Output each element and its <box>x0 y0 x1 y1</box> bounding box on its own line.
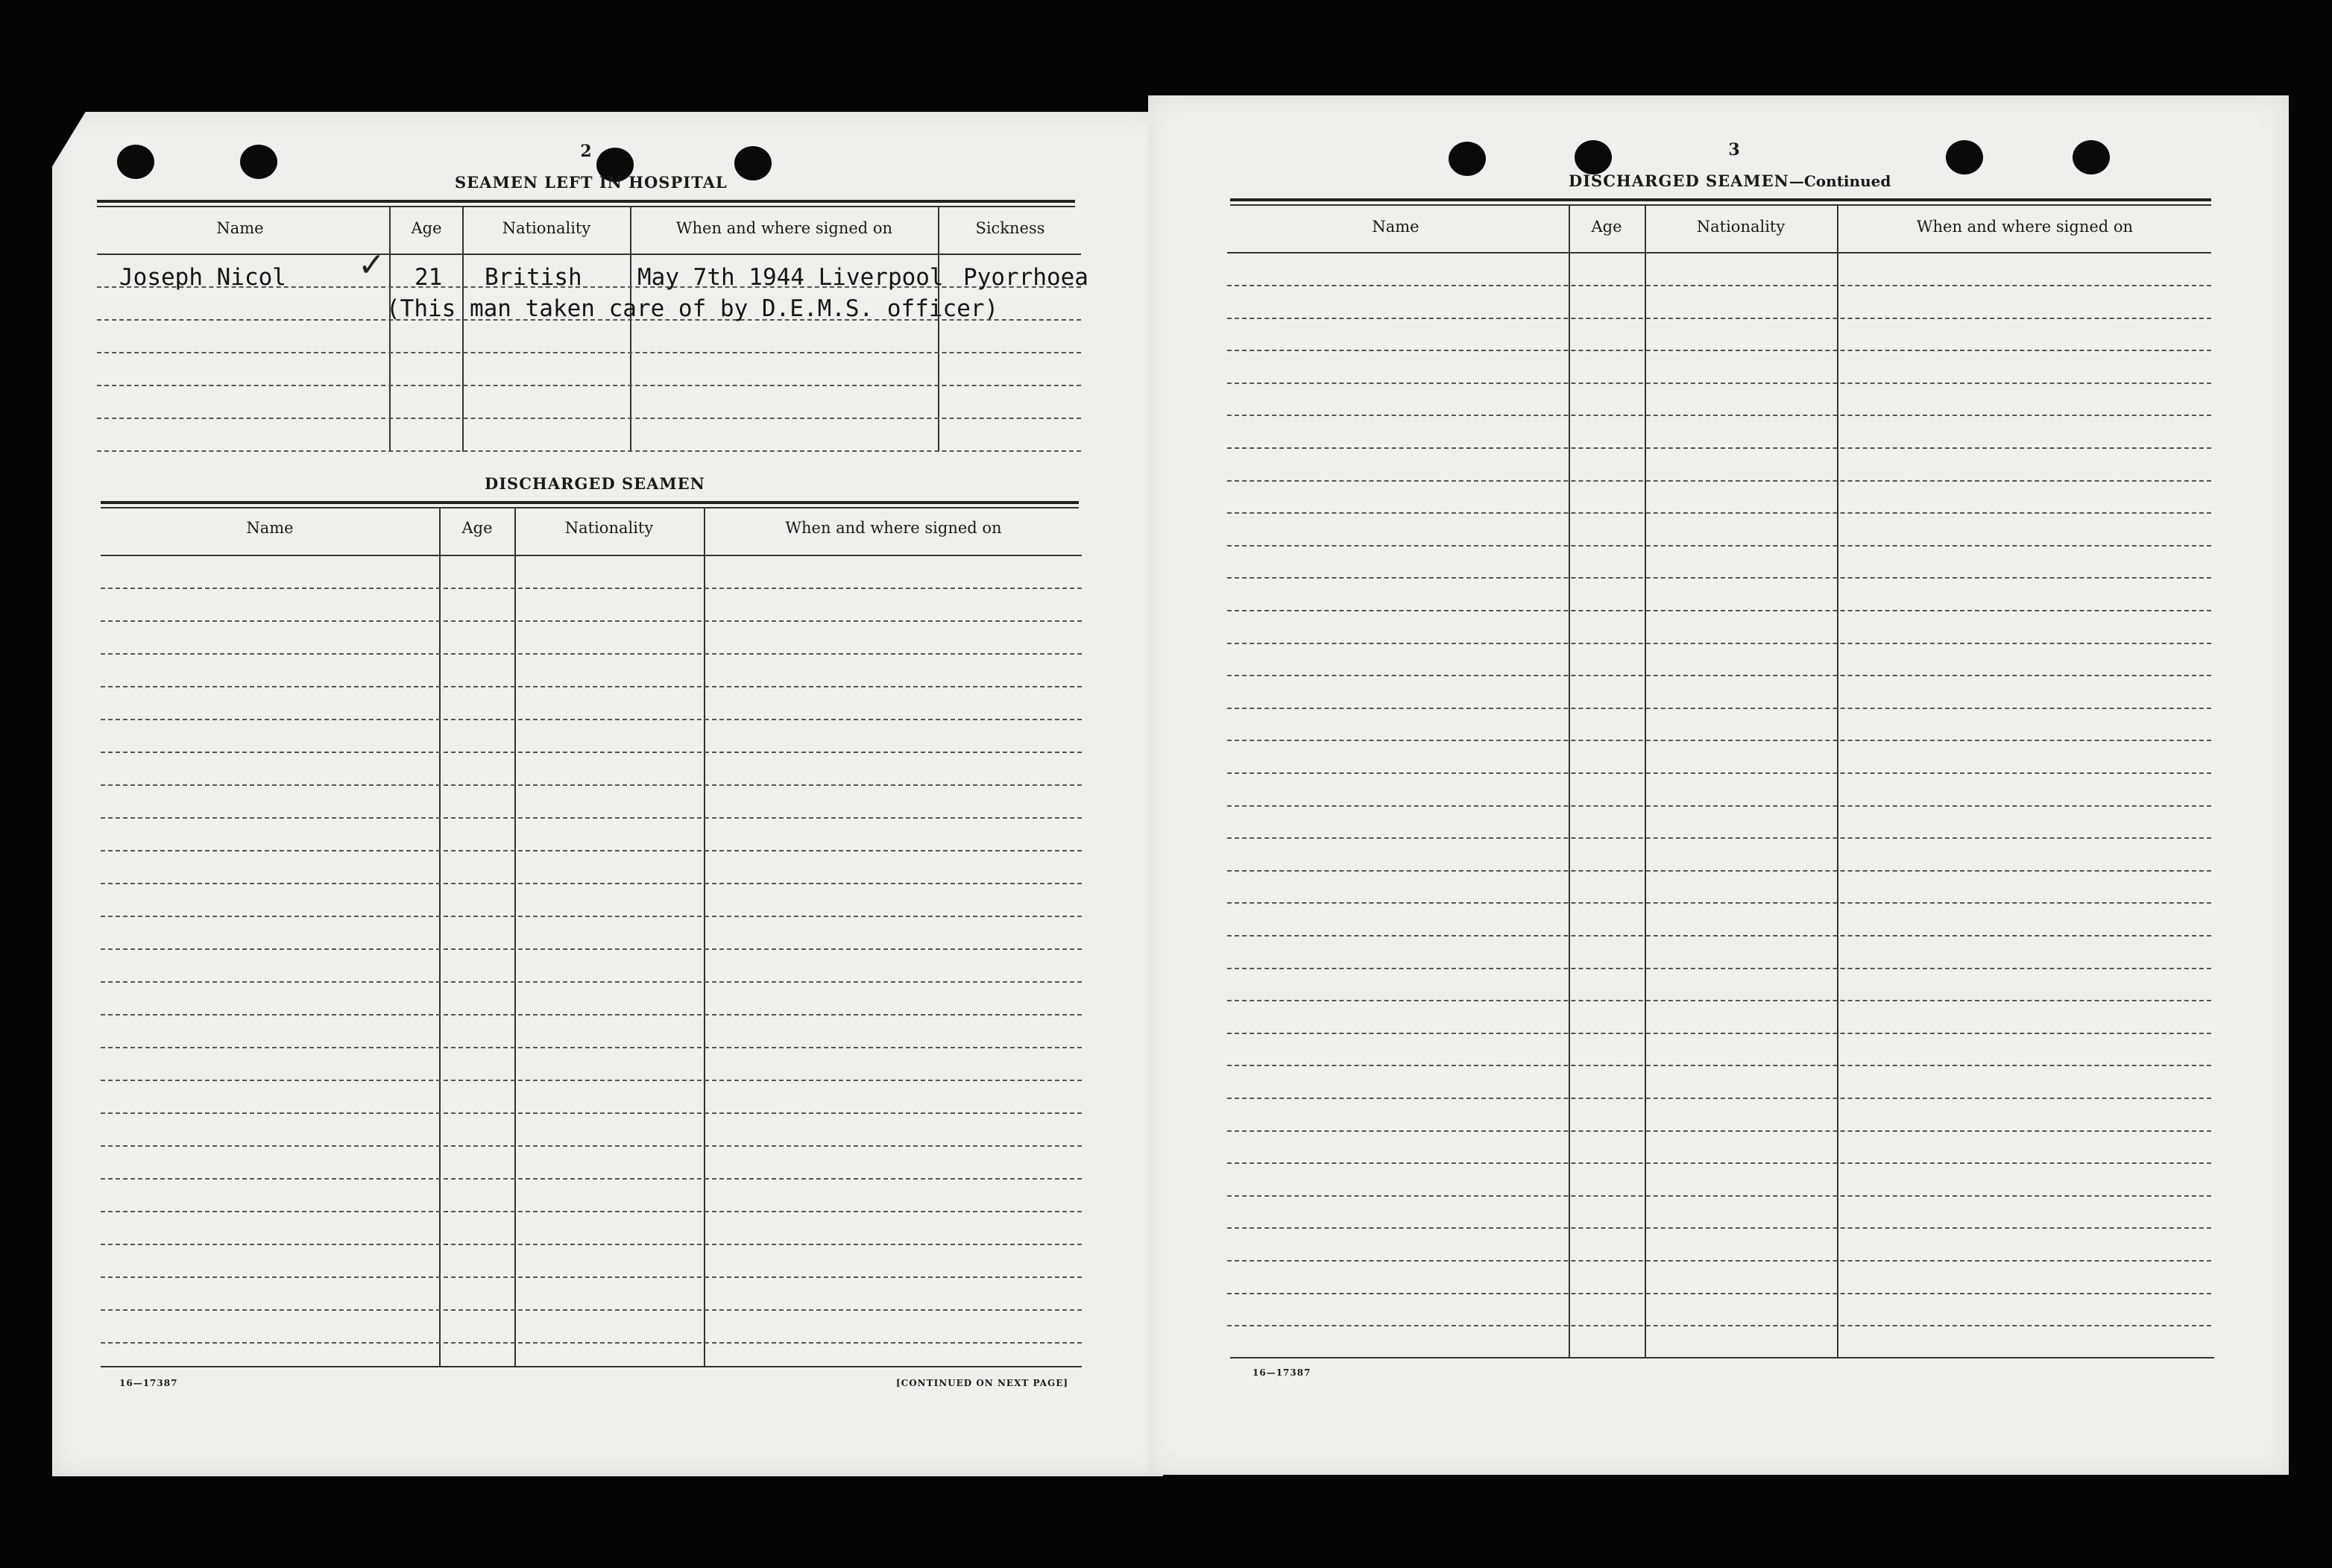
col-header-name: Name <box>246 519 294 537</box>
column-divider <box>1837 206 1838 1357</box>
rule <box>1227 252 2211 254</box>
column-divider <box>630 207 631 452</box>
row-rule <box>1227 1227 2211 1229</box>
page-number-left: 2 <box>580 142 592 161</box>
punch-hole <box>240 145 277 179</box>
row-rule <box>1227 675 2211 676</box>
row-rule <box>101 883 1082 884</box>
rule <box>101 507 1079 509</box>
col-header-nationality: Nationality <box>564 519 654 537</box>
punch-hole <box>1449 142 1486 176</box>
row-rule <box>1227 1162 2211 1164</box>
row-rule <box>1227 318 2211 319</box>
rule <box>1230 204 2211 206</box>
row-rule <box>101 1014 1082 1016</box>
row-rule <box>101 719 1082 720</box>
row-rule <box>97 450 1081 452</box>
row-rule <box>1227 643 2211 644</box>
row-rule <box>101 1145 1082 1147</box>
row-rule <box>1227 1293 2211 1294</box>
col-header-signed-on: When and where signed on <box>1916 218 2134 236</box>
row-rule <box>97 352 1081 353</box>
row-rule <box>1227 1065 2211 1066</box>
row-rule <box>1227 382 2211 384</box>
row-rule <box>1227 1000 2211 1001</box>
col-header-signed-on: When and where signed on <box>675 219 893 237</box>
row-rule <box>1227 870 2211 872</box>
row-rule <box>101 850 1082 851</box>
row-rule <box>1227 545 2211 547</box>
row-rule <box>101 981 1082 983</box>
row-rule <box>101 1244 1082 1245</box>
row-rule <box>101 916 1082 917</box>
row-rule <box>1227 610 2211 611</box>
discharged-continued-title <box>1569 171 1891 190</box>
col-header-nationality: Nationality <box>1696 218 1786 236</box>
row-rule <box>101 686 1082 687</box>
rule <box>101 555 1082 556</box>
row-rule <box>1227 1195 2211 1197</box>
column-divider <box>439 509 441 1366</box>
row-rule <box>101 817 1082 819</box>
punch-hole <box>1946 140 1983 174</box>
row-rule <box>97 385 1081 386</box>
row-rule <box>1227 772 2211 774</box>
hospital-section-title: SEAMEN LEFT IN HOSPITAL <box>455 173 728 192</box>
row-rule <box>1227 1098 2211 1099</box>
row-rule <box>97 418 1081 419</box>
row-rule <box>1227 577 2211 579</box>
column-divider <box>1569 206 1570 1357</box>
entry-nationality: British <box>485 264 582 291</box>
row-rule <box>101 784 1082 786</box>
rule <box>97 206 1075 207</box>
row-rule <box>101 1047 1082 1048</box>
row-rule <box>1227 350 2211 351</box>
form-number: 16—17387 <box>119 1378 178 1388</box>
column-divider <box>462 207 464 452</box>
row-rule <box>101 752 1082 753</box>
title-main: DISCHARGED SEAMEN <box>1569 171 1789 190</box>
row-rule <box>101 948 1082 950</box>
row-rule <box>101 1112 1082 1114</box>
column-divider <box>938 207 939 452</box>
entry-age: 21 <box>415 264 443 291</box>
row-rule <box>101 1211 1082 1212</box>
row-rule <box>1227 512 2211 514</box>
row-rule <box>1227 837 2211 839</box>
column-divider <box>1645 206 1646 1357</box>
rule <box>97 200 1075 203</box>
row-rule <box>1227 708 2211 709</box>
row-rule <box>101 1080 1082 1081</box>
row-rule <box>101 1342 1082 1344</box>
col-header-age: Age <box>411 219 442 237</box>
row-rule <box>1227 740 2211 741</box>
row-rule <box>101 1276 1082 1278</box>
rule <box>101 1366 1082 1367</box>
row-rule <box>1227 1130 2211 1132</box>
page-number-right: 3 <box>1728 140 1740 160</box>
rule <box>1230 1357 2214 1358</box>
col-header-name: Name <box>216 219 264 237</box>
row-rule <box>1227 1260 2211 1262</box>
col-header-name: Name <box>1372 218 1419 236</box>
punch-hole <box>734 146 772 180</box>
rule <box>97 254 1081 255</box>
row-rule <box>1227 902 2211 904</box>
row-rule <box>1227 415 2211 416</box>
punch-hole <box>2073 140 2110 174</box>
row-rule <box>1227 447 2211 449</box>
col-header-age: Age <box>461 519 493 537</box>
column-divider <box>704 509 705 1366</box>
row-rule <box>101 1309 1082 1311</box>
row-rule <box>1227 805 2211 807</box>
rule <box>101 501 1079 504</box>
row-rule <box>1227 968 2211 969</box>
row-rule <box>101 1178 1082 1180</box>
discharged-section-title: DISCHARGED SEAMEN <box>485 474 705 493</box>
col-header-age: Age <box>1591 218 1622 236</box>
column-divider <box>389 207 391 452</box>
entry-sickness: Pyorrhoea <box>963 264 1088 291</box>
row-rule <box>1227 285 2211 286</box>
col-header-signed-on: When and where signed on <box>785 519 1002 537</box>
row-rule <box>1227 1033 2211 1034</box>
check-mark-icon: ✓ <box>358 246 385 284</box>
col-header-sickness: Sickness <box>975 219 1045 237</box>
right-page <box>1148 95 2289 1475</box>
punch-hole <box>1575 140 1612 174</box>
row-rule <box>101 588 1082 589</box>
entry-signed-on: May 7th 1944 Liverpool <box>637 264 944 291</box>
row-rule <box>1227 935 2211 936</box>
row-rule <box>1227 480 2211 482</box>
row-rule <box>101 653 1082 655</box>
punch-hole <box>117 145 154 179</box>
col-header-nationality: Nationality <box>502 219 591 237</box>
continued-note: [CONTINUED ON NEXT PAGE] <box>896 1378 1069 1388</box>
rule <box>1230 198 2211 201</box>
column-divider <box>514 509 516 1366</box>
row-rule <box>101 620 1082 622</box>
entry-name: Joseph Nicol <box>119 264 286 291</box>
row-rule <box>1227 1325 2211 1326</box>
form-number: 16—17387 <box>1252 1367 1311 1378</box>
title-suffix: —Continued <box>1789 172 1891 190</box>
entry-note: (This man taken care of by D.E.M.S. officer) <box>386 295 999 322</box>
